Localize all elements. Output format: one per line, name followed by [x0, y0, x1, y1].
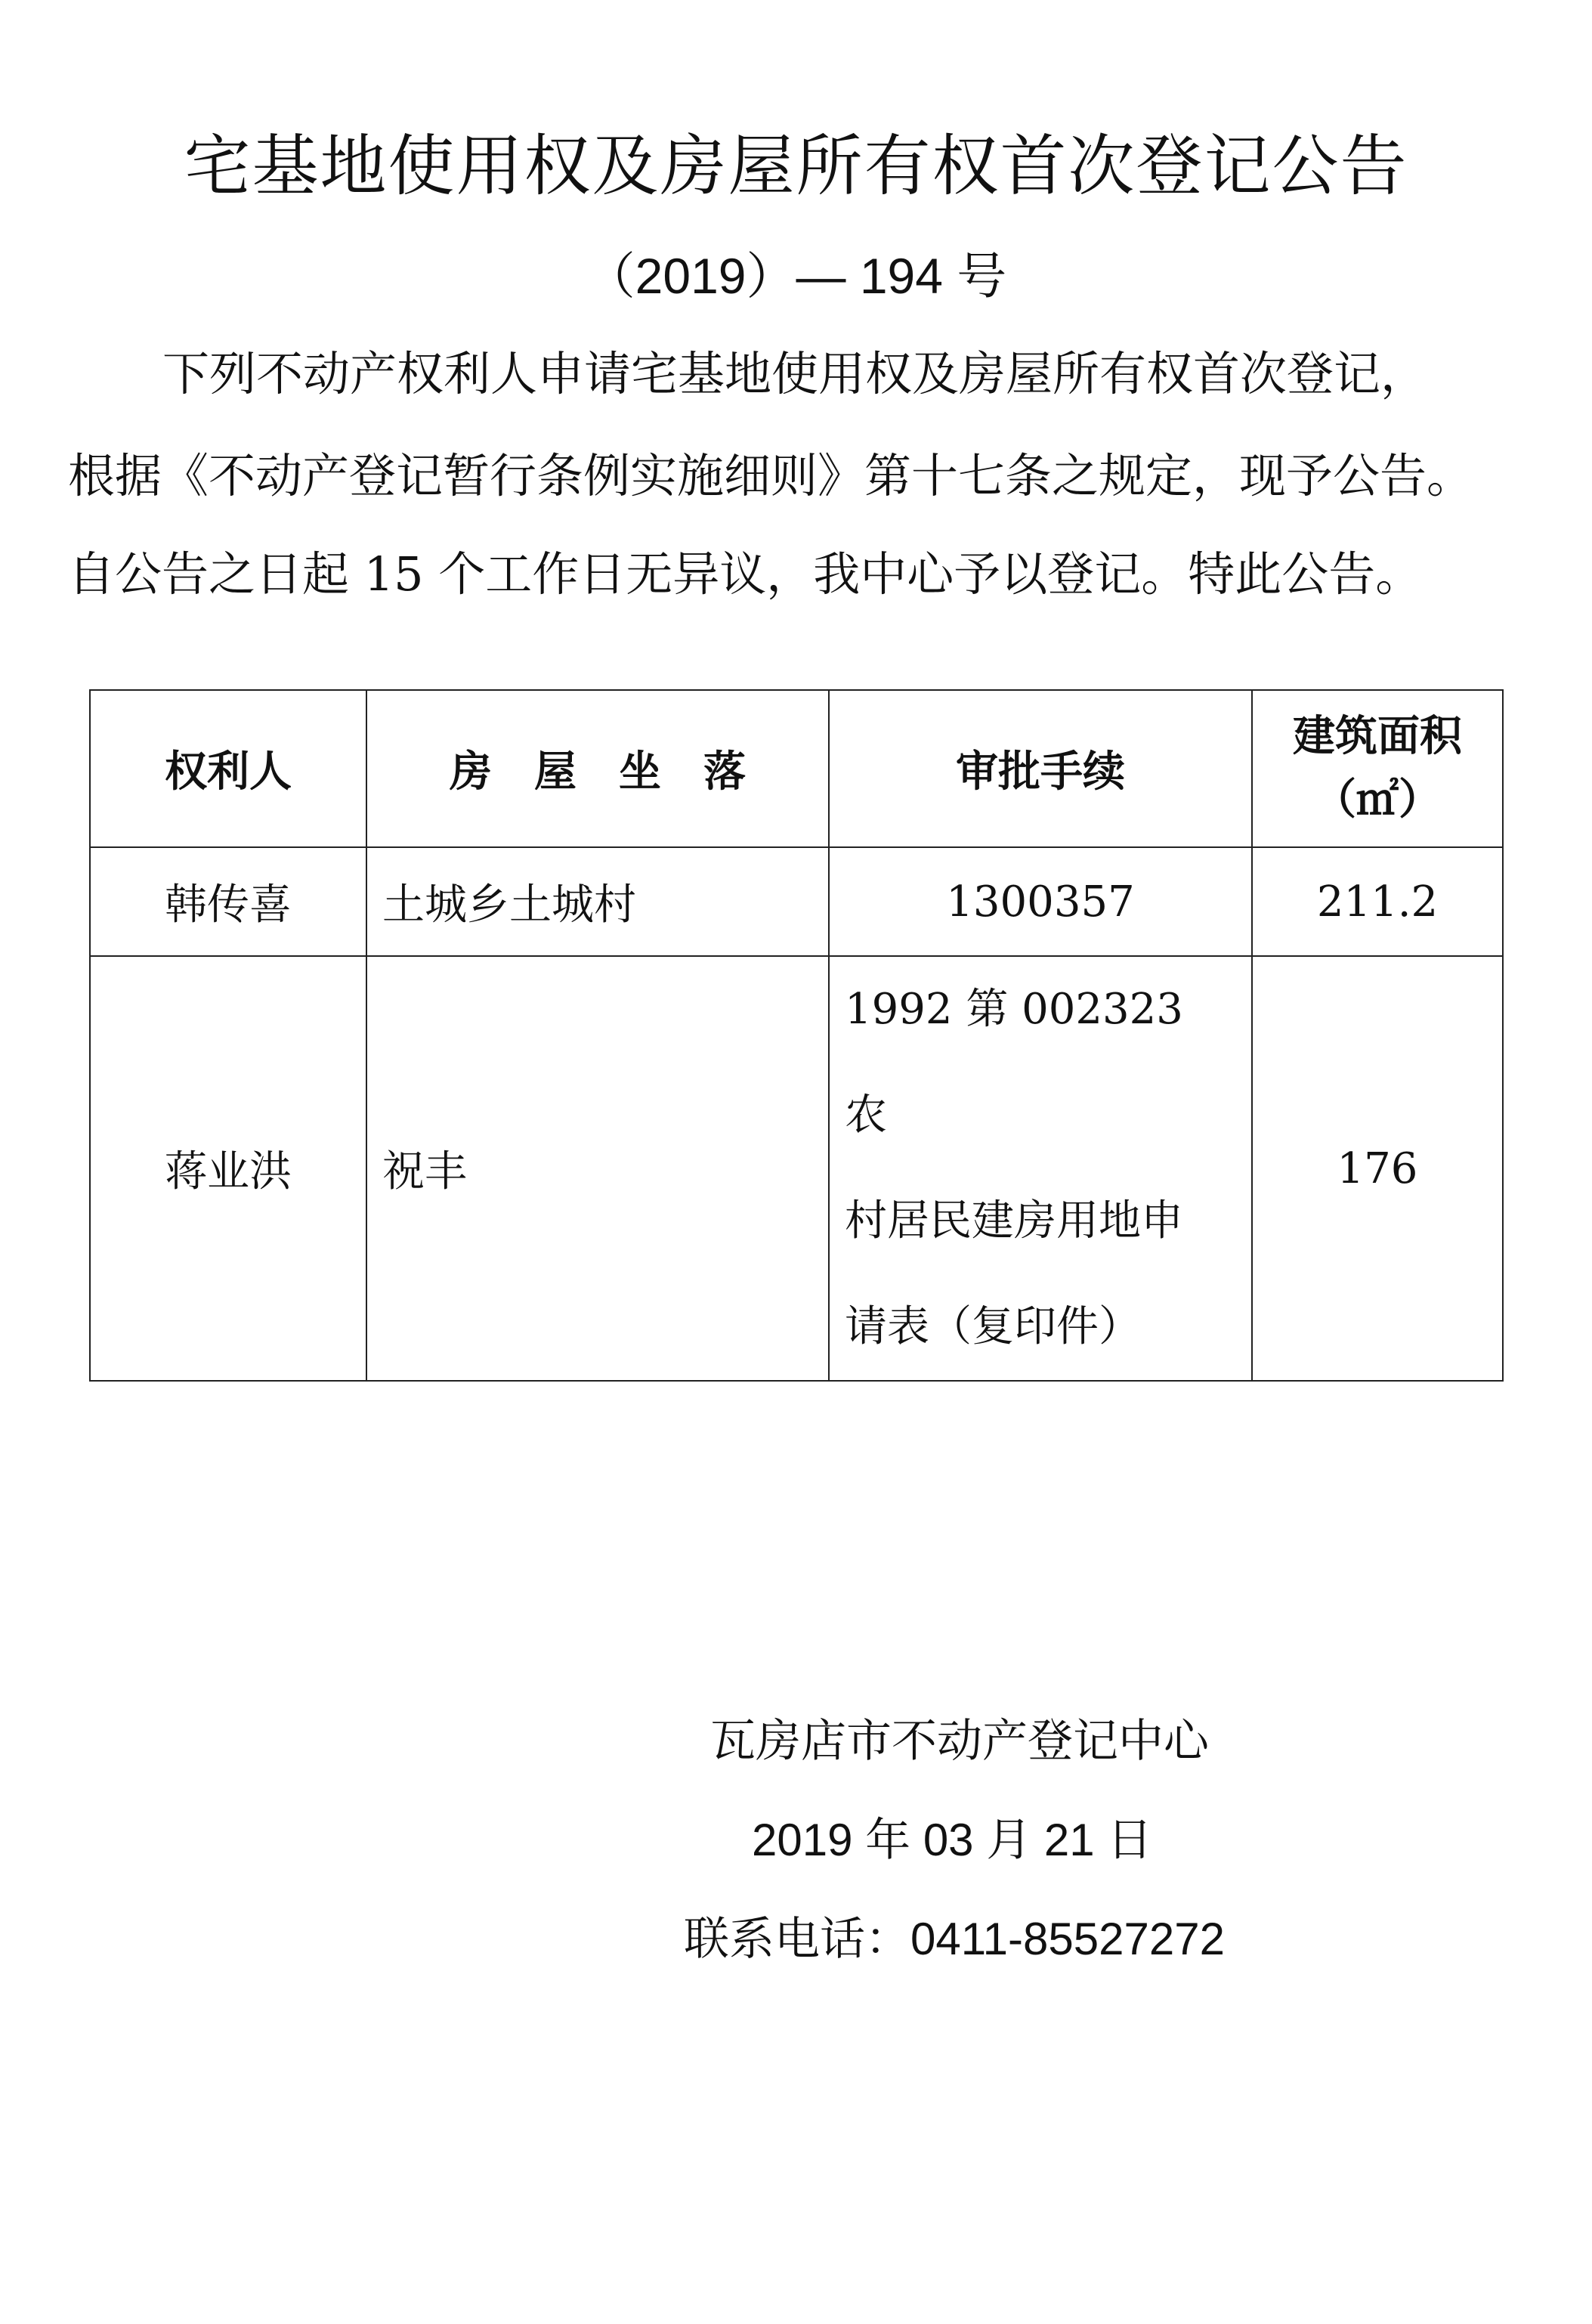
approval-line: 1992 第 002323 农: [845, 985, 1183, 1140]
table-row: [90, 847, 1503, 956]
notice-paragraph-line-3: 自公告之日起 15 个工作日无异议，我中心予以登记。特此公告。: [68, 546, 1423, 602]
header-approval: 审批手续: [829, 690, 1252, 847]
registration-table: [89, 689, 1504, 1382]
notice-paragraph-line-2: 根据《不动产登记暂行条例实施细则》第十七条之规定，现予公告。: [68, 448, 1474, 503]
notice-title: 宅基地使用权及房屋所有权首次登记公告: [184, 127, 1408, 205]
cell-area: 211.2: [1252, 847, 1503, 956]
table-row: [90, 956, 1503, 1381]
cell-approval: 1300357: [829, 847, 1252, 956]
header-location: 房 屋 坐 落: [366, 690, 829, 847]
contact-phone: 联系电话：0411-85527272: [684, 1914, 1225, 1964]
notice-paragraph-line-1: 下列不动产权利人申请宅基地使用权及房屋所有权首次登记，: [162, 346, 1428, 401]
issue-date: 2019 年 03 月 21 日: [752, 1815, 1153, 1865]
table-header-row: [90, 690, 1503, 847]
header-area-label: 建筑面积: [1293, 712, 1462, 761]
header-area-unit: （㎡）: [1314, 775, 1441, 825]
cell-location: 土城乡土城村: [366, 847, 829, 956]
approval-line: 请表（复印件）: [845, 1302, 1141, 1351]
approval-line: 村居民建房用地申: [845, 1196, 1183, 1246]
cell-approval: [829, 956, 1252, 1381]
header-holder: 权利人: [90, 690, 366, 847]
cell-holder: 蒋业洪: [90, 956, 366, 1381]
document-number: （2019）— 194 号: [585, 248, 1007, 304]
cell-area: 176: [1252, 956, 1503, 1381]
cell-location: 祝丰: [366, 956, 829, 1381]
issuing-organization: 瓦房店市不动产登记中心: [710, 1715, 1209, 1768]
header-area: [1252, 690, 1503, 847]
cell-holder: 韩传喜: [90, 847, 366, 956]
